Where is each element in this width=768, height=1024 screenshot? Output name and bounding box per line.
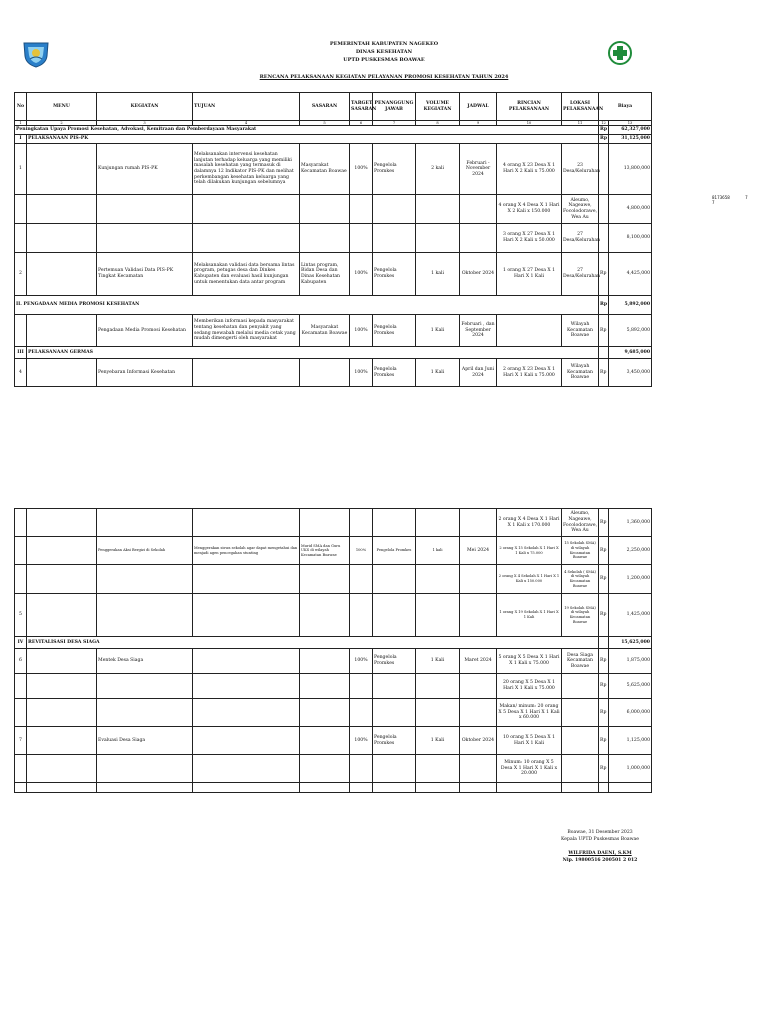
biaya-cell: 2,250,000 [609,537,652,565]
table-row [15,195,652,224]
col-number: 2 [27,121,97,126]
col-number: 10 [497,121,562,126]
currency: Rp [599,649,609,674]
target-cell: 100% [350,253,373,296]
jadwal-cell: April dan Juni 2024 [460,359,497,387]
col-number: 1 [15,121,27,126]
currency: Rp [599,296,609,315]
kegiatan-cell: Evaluasi Desa Siaga [97,727,193,755]
volume-cell: 1 Kali [416,649,460,674]
kegiatan-cell: Pertemuan Validasi Data PIS-PK Tingkat Kecamatan [97,253,193,296]
volume-cell: 1 kali [416,537,460,565]
rincian-cell: 2 orang X 23 Desa X 1 Hari X 1 Kali x 75.000 [497,359,562,387]
pj-cell: Pengelola Promkes [373,359,416,387]
currency: Rp [599,674,609,699]
lokasi-cell: 19 Sekolah SMA) di wilayah Kecamatan Boawae [562,594,599,637]
section-label: PELAKSANAAN GERMAS [27,347,599,359]
row-no: 7 [15,727,27,755]
table-row [15,359,652,387]
section-total: 62,327,000 [609,126,652,135]
letterhead [0,40,768,64]
currency: Rp [599,253,609,296]
section-total: 9,685,000 [609,347,652,359]
biaya-cell: 1,875,000 [609,649,652,674]
section-label: REVITALISASI DESA SIAGA [27,637,599,649]
pj-cell: Pengelola Promkes [373,727,416,755]
currency: Rp [599,537,609,565]
lokasi-cell: Wilayah Kecamatan Boawae [562,315,599,347]
pj-cell: Pengelola Promkes [373,253,416,296]
currency: Rp [599,135,609,144]
lokasi-cell: 4 Sekolah ( SMA) di wilayah Kecamatan Boawae [562,565,599,594]
lokasi-cell: 27 Desa/Kelurahan [562,253,599,296]
section-total: 5,892,000 [609,296,652,315]
biaya-cell: 1,360,000 [609,509,652,537]
currency: Rp [599,699,609,727]
rincian-cell: 3 orang X 27 Desa X 1 Hari X 2 Kali x 50.000 [497,224,562,253]
biaya-cell: 3,450,000 [609,359,652,387]
rincian-cell: 20 orang X 5 Desa X 1 Hari X 1 Kali x 75.000 [497,674,562,699]
currency: Rp [599,359,609,387]
rincian-cell: 2 orang X 4 Sekolah X 1 Hari X 1 Kali x 150.000 [497,565,562,594]
section-row-main [15,126,652,135]
table-row [15,674,652,699]
currency: Rp [599,565,609,594]
table-row [15,537,652,565]
signature-nip: Nip. 19800516 200501 2 012 [562,858,638,863]
signature-block [540,829,660,864]
volume-cell: 2 kali [416,144,460,195]
lokasi-cell: Aleumo, Nageawe, Focolodorawe, Wea Au [562,509,599,537]
section-label-text: PENGADAAN MEDIA PROMOSI KESEHATAN [23,302,140,308]
letterhead-line-3: UPTD PUSKESMAS BOAWAE [343,57,425,63]
lokasi-cell: 23 Desa/Kelurahan [562,144,599,195]
row-no: 5 [15,594,27,637]
table-row [15,224,652,253]
kegiatan-cell: Kunjungan rumah PIS-PK [97,144,193,195]
target-cell: 100% [350,315,373,347]
rincian-cell: 1 orang X 27 Desa X 1 Hari X 1 Kali [497,253,562,296]
table-row [15,315,652,347]
volume-cell: 1 kali [416,253,460,296]
target-cell: 100% [350,649,373,674]
section-label: Peningkatan Upaya Promosi Kesehatan, Advokasi, Kemitraan dan Pemberdayaan Masyarakat [15,126,599,135]
side-number: 7 [745,195,748,200]
col-number: 13 [609,121,652,126]
biaya-cell: 4,800,000 [609,195,652,224]
rincian-cell: 4 orang X 4 Desa X 1 Hari X 2 Kali x 150.000 [497,195,562,224]
biaya-cell: 1,125,000 [609,727,652,755]
currency: Rp [599,509,609,537]
biaya-cell: 1,000,000 [609,755,652,783]
side-number: 8173658 [712,195,730,200]
table-row [15,699,652,727]
section-number: IV [15,637,27,649]
col-number: 4 [193,121,300,126]
section-row-3 [15,347,652,359]
pj-cell: Pengelola Promkes [373,144,416,195]
row-no: 2 [15,253,27,296]
col-kegiatan: KEGIATAN [97,93,193,121]
rincian-cell: 10 orang X 5 Desa X 1 Hari X 1 Kali [497,727,562,755]
currency: Rp [599,755,609,783]
rincian-cell: 2 orang X 4 Desa X 1 Hari X 1 Kali x 170.000 [497,509,562,537]
biaya-cell: 8,100,000 [609,224,652,253]
jadwal-cell: Februari - November 2024 [460,144,497,195]
currency: Rp [599,727,609,755]
tujuan-cell: Memberikan informasi kepada masyarakat tentang kesehatan dan penyakit yang sedang mewabah melalui media cetak yang mudah dimengerti oleh masyarakat [193,315,300,347]
col-volume: VOLUME KEGIATAN [416,93,460,121]
table-row [15,649,652,674]
currency: Rp [599,315,609,347]
rincian-cell: 2 orang X 15 Sekolah X 1 Hari X 1 Kali x 75.000 [497,537,562,565]
rincian-cell: Makan/ minum: 20 orang X 5 Desa X 1 Hari X 1 Kali x 60.000 [497,699,562,727]
section-row-4 [15,637,652,649]
target-cell: 100% [350,359,373,387]
plan-table-page-1 [14,92,652,387]
target-cell: 100% [350,144,373,195]
row-no: 4 [15,359,27,387]
biaya-cell: 13,800,000 [609,144,652,195]
biaya-cell: 1,425,000 [609,594,652,637]
volume-cell: 1 Kali [416,315,460,347]
col-biaya: Biaya [599,93,652,121]
table-header-row [15,93,652,121]
row-no: 6 [15,649,27,674]
section-total: 31,125,000 [609,135,652,144]
lokasi-cell: Wilayah Kecamatan Boawae [562,359,599,387]
lokasi-cell: 27 Desa/Kelurahan [562,224,599,253]
sasaran-cell: Lintas program, Bidan Desa dan Dinas Kesehatan Kabupaten [300,253,350,296]
col-target: TARGET SASARAN [350,93,373,121]
side-number: 7 [712,200,715,205]
tujuan-cell: Melaksanakan intervensi kesehatan lanjutan terhadap keluarga yang memiliki masalah kesehatan yang termasuk di dalamnya 12 Indikator PIS-PK dan melihat perkembangan kesehatan keluarga yang telah dilakukan kunjungan sebelumnya [193,144,300,195]
lokasi-cell: Desa Siaga Kecamatan Boawae [562,649,599,674]
table-row [15,594,652,637]
volume-cell: 1 Kali [416,359,460,387]
side-numbers [712,195,768,205]
kegiatan-cell: Pengadaan Media Promosi Kesehatan [97,315,193,347]
col-number: 6 [350,121,373,126]
section-label [15,296,599,315]
biaya-cell: 6,000,000 [609,699,652,727]
table-row [15,755,652,783]
section-row-2 [15,296,652,315]
table-row [15,253,652,296]
table-row [15,783,652,793]
col-number: 7 [373,121,416,126]
menu-cell [27,144,97,195]
col-jadwal: JADWAL [460,93,497,121]
row-no: 1 [15,144,27,195]
letterhead-line-2: DINAS KESEHATAN [355,49,413,55]
kegiatan-cell: Penyebaran Informasi Kesehatan [97,359,193,387]
plan-table-page-2 [14,508,652,793]
jadwal-cell: Februari , dan September 2024 [460,315,497,347]
rincian-cell: Minum: 10 orang X 5 Desa X 1 Hari X 1 Kali x 20.000 [497,755,562,783]
table-row [15,727,652,755]
target-cell: 100% [350,537,373,565]
jadwal-cell: Maret 2024 [460,649,497,674]
letterhead-line-1: PEMERINTAH KABUPATEN NAGEKEO [329,41,439,47]
lokasi-cell: Aleumo, Nageawe, Focolodorawe, Wea Au [562,195,599,224]
biaya-cell: 1,200,000 [609,565,652,594]
sasaran-cell: Murid SMA dan Guru UKS di wilayah Kecamatan Boawae [300,537,350,565]
table-row [15,144,652,195]
section-number: III [15,347,27,359]
signature-place-date: Boawae, 31 Desember 2023 [567,830,633,835]
jadwal-cell: Oktober 2024 [460,727,497,755]
col-number: 9 [460,121,497,126]
col-sasaran: SASARAN [300,93,350,121]
plan-title: RENCANA PELAKSANAAN KEGIATAN PELAYANAN PROMOSI KESEHATAN TAHUN 2024 [259,74,509,80]
tujuan-cell: Melaksanakan validasi data bersama lintas program, petugas desa dan Dinkes Kabupaten dan evaluasi hasil kunjungan untuk menentukan data antar program [193,253,300,296]
rincian-cell: 5 orang X 5 Desa X 1 Hari X 1 Kali x 75.000 [497,649,562,674]
currency: Rp [599,594,609,637]
jadwal-cell: Mei 2024 [460,537,497,565]
col-penanggung-jawab: PENANGGUNG JAWAB [373,93,416,121]
signature-position: Kepala UPTD Puskesmas Boawae [561,837,639,842]
pj-cell: Pengelola Promkes [373,649,416,674]
section-total: 15,625,000 [609,637,652,649]
jadwal-cell: Oktober 2024 [460,253,497,296]
section-row-1 [15,135,652,144]
col-number: 5 [300,121,350,126]
sasaran-cell: Masyarakat Kecamatan Boawae [300,315,350,347]
kegiatan-cell: Penggerakan Aksi Bergizi di Sekolah [97,537,193,565]
col-number: 3 [97,121,193,126]
rincian-cell: 4 orang X 23 Desa X 1 Hari X 2 Kali x 75.000 [497,144,562,195]
section-label: PELAKSANAAN PIS-PK [27,135,599,144]
target-cell: 100% [350,727,373,755]
kegiatan-cell: Mentek Desa Siaga [97,649,193,674]
col-tujuan: TUJUAN [193,93,300,121]
col-number: 11 [562,121,599,126]
col-no: No [15,93,27,121]
pj-cell: Pengelola Promkes [373,315,416,347]
rincian-cell: 1 orang X 19 Sekolah X 1 Hari X 1 Kali [497,594,562,637]
col-menu: MENU [27,93,97,121]
sasaran-cell: Masyarakat Kecamatan Boawae [300,144,350,195]
table-row [15,509,652,537]
biaya-cell: 4,425,000 [609,253,652,296]
lokasi-cell: 15 Sekolah SMA) di wilayah Kecamatan Boawae [562,537,599,565]
col-rincian: RINCIAN PELAKSANAAN [497,93,562,121]
tujuan-cell: Menggerakan siswa sekolah agar dapat mengetahui dan menjadi agen pencegahan stunting [193,537,300,565]
signature-name: WILFRIDA DAENI, S.KM [568,851,632,856]
section-number: I [15,135,27,144]
currency: Rp [599,126,609,135]
col-lokasi: LOKASI PELAKSANAAN [562,93,599,121]
table-row [15,565,652,594]
col-number: 8 [416,121,460,126]
volume-cell: 1 Kali [416,727,460,755]
pj-cell: Pengelola Promkes [373,537,416,565]
section-number: II. [16,302,22,308]
biaya-cell: 5,625,000 [609,674,652,699]
col-number: 12 [599,121,609,126]
biaya-cell: 5,892,000 [609,315,652,347]
